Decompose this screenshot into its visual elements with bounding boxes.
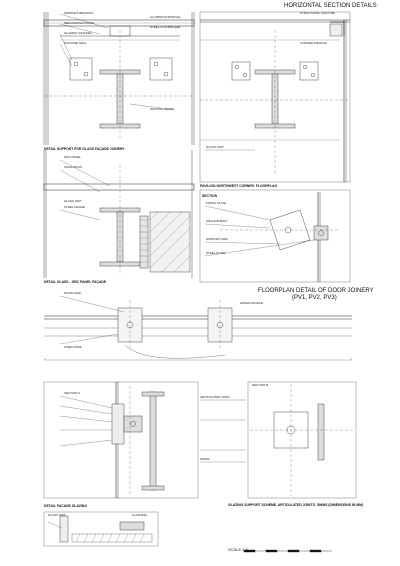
label: SUPPORT BRACKET [64,11,94,15]
caption-glazing-support: GLAZING SUPPORT SCHEME. ARTICULATED JOINTS. SHIMS (DIMENSIONS IN MM) [228,503,364,507]
label: SILICONE SEAL [64,41,87,45]
sheet-title: HORIZONTAL SECTION DETAILS [284,3,377,9]
label: ALUMINIUM PROFILE [150,15,181,19]
scale-label: SCALE 1:5 [228,547,248,552]
caption-facade-glazing: DETAIL FACADE GLAZING [44,504,88,508]
label: STEEL COLUMN HEB [150,25,181,29]
door-joinery-drawing [44,296,352,360]
caption-glass-support: DETAIL SUPPORT FOR GLASS FAÇADE JOINERY [44,147,125,151]
label: ANCHOR BOLT [206,219,228,223]
label: INSULATION [64,165,82,169]
label: GLASS UNIT [64,199,82,203]
label: ARTICULATED JOINT [200,395,231,399]
label: PACKING SHIMS [150,107,174,111]
label: STEEL FRAME [64,205,85,209]
caption-section: SECTION [202,194,218,198]
label: SECTION A [64,391,81,395]
label: GLASS UNIT [48,513,66,517]
caption-glass-grc: DETAIL GLASS - GRC PANEL FAÇADE [44,280,107,284]
caption-pavilion-corner: PAVILION NORTHWEST CORNER. FLOORPLAN [200,184,277,188]
label: DOOR LEAF [64,291,82,295]
scale-bar-drawing [244,550,332,552]
label: HINGE PROFILE [240,301,264,305]
label: FIXED PANE [64,345,82,349]
label: MECHANICAL FIXING [64,21,95,25]
label: SHIMS [200,457,210,461]
label: SECTION B [252,383,269,387]
label: FIXING PLATE [206,201,227,205]
door-joinery-subtitle: (PV1, PV2, PV3) [292,295,337,301]
label: GLASS UNIT [206,145,224,149]
label: SUPPORT ARM [206,237,228,241]
label: CORNER PROFILE [300,41,327,45]
label: FLASHING [132,513,148,517]
label: STEEL PLATE [206,251,226,255]
label: GRC PANEL [64,155,82,159]
door-joinery-title: FLOORPLAN DETAIL OF DOOR JOINERY [258,288,374,294]
pavilion-corner-drawing [200,12,350,182]
label: GLAZING CHANNEL [64,31,93,35]
label: STRUCTURAL SILICONE [300,11,335,15]
